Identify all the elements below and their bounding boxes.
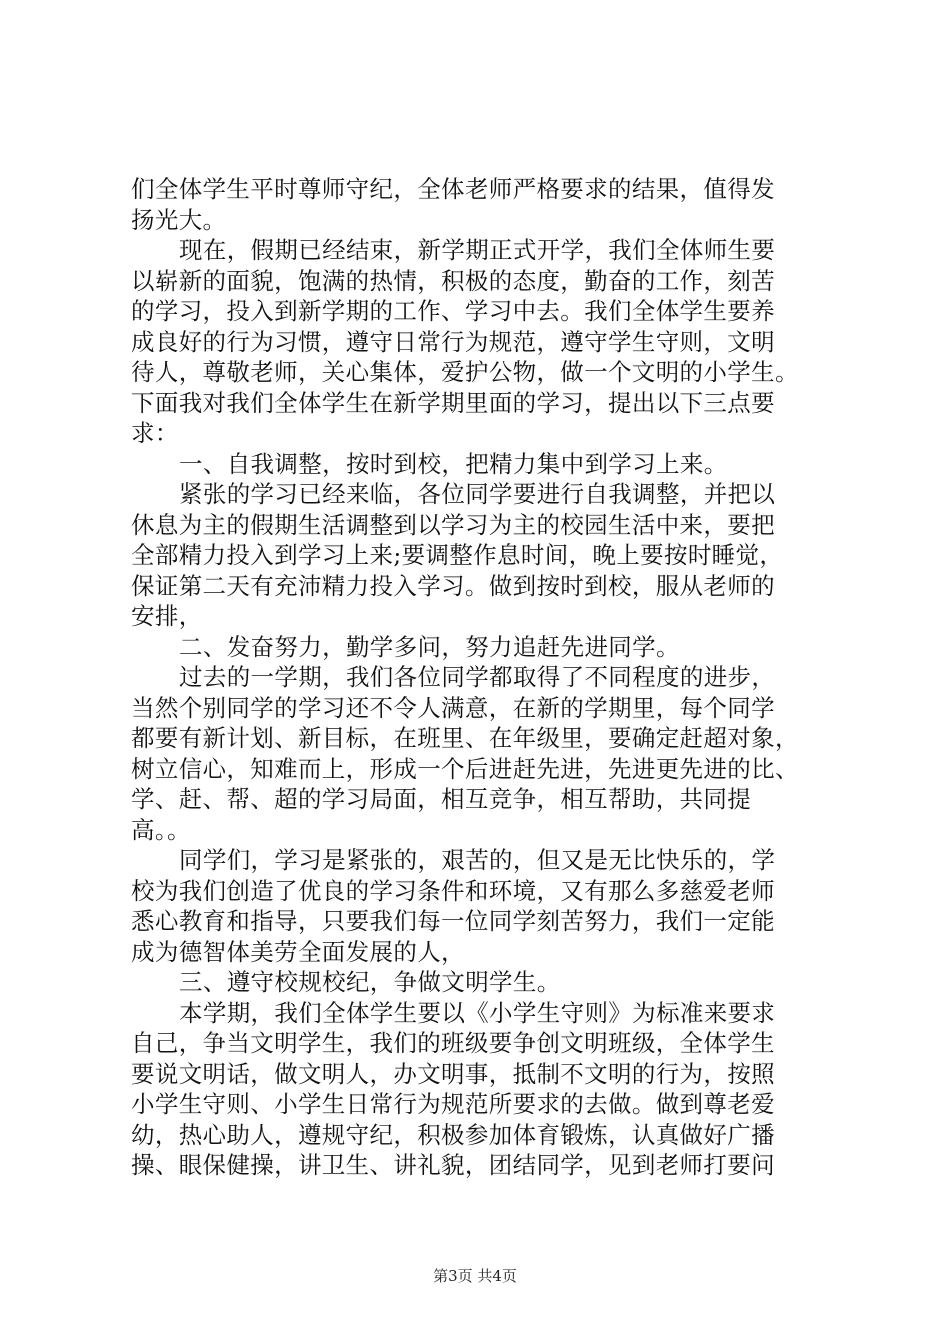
text-line: 现在，假期已经结束，新学期正式开学，我们全体师生要 (179, 236, 776, 264)
text-line: 的学习，投入到新学期的工作、学习中去。我们全体学生要养 (131, 297, 775, 325)
text-line: 本学期，我们全体学生要以《小学生守则》为标准来要求 (179, 998, 776, 1027)
text-line: 三、遵守校规校纪，争做文明学生。 (179, 968, 561, 996)
text-line: 保证第二天有充沛精力投入学习。做到按时到校，服从老师的 (131, 571, 775, 600)
text-line: 休息为主的假期生活调整到以学习为主的校园生活中来，要把 (131, 510, 775, 539)
text-line: 高。。 (131, 815, 191, 844)
text-line: 安排， (131, 602, 203, 630)
page-footer: 第3页 共4页 (433, 1267, 517, 1285)
text-line: 校为我们创造了优良的学习条件和环境，又有那么多慈爱老师 (131, 876, 775, 905)
text-line: 操、眼保健操，讲卫生、讲礼貌，团结同学，见到老师打要问 (131, 1151, 775, 1179)
text-line: 过去的一学期，我们各位同学都取得了不同程度的进步， (179, 663, 776, 691)
text-line: 自己，争当文明学生，我们的班级要争创文明班级，全体学生 (131, 1029, 775, 1057)
text-line: 待人，尊敬老师，关心集体，爱护公物，做一个文明的小学生。 (131, 358, 799, 386)
text-line: 同学们，学习是紧张的，艰苦的，但又是无比快乐的，学 (179, 846, 776, 874)
text-line: 小学生守则、小学生日常行为规范所要求的去做。做到尊老爱 (131, 1090, 775, 1118)
text-line: 们全体学生平时尊师守纪，全体老师严格要求的结果，值得发 (131, 175, 775, 203)
text-line: 成为德智体美劳全面发展的人， (131, 937, 465, 966)
text-line: 二、发奋努力，勤学多问，努力追赶先进同学。 (179, 632, 680, 661)
text-line: 都要有新计划、新目标，在班里、在年级里，要确定赶超对象， (131, 724, 799, 752)
text-line: 求： (131, 419, 179, 447)
text-line: 当然个别同学的学习还不令人满意，在新的学期里，每个同学 (131, 693, 775, 722)
text-line: 要说文明话，做文明人，办文明事，抵制不文明的行为，按照 (131, 1059, 775, 1088)
text-line: 全部精力投入到学习上来;要调整作息时间，晚上要按时睡觉， (131, 541, 784, 569)
text-line: 悉心教育和指导，只要我们每一位同学刻苦努力，我们一定能 (131, 907, 775, 935)
text-line: 扬光大。 (131, 205, 227, 234)
text-line: 树立信心，知难而上，形成一个后进赶先进，先进更先进的比、 (131, 754, 799, 783)
text-line: 以崭新的面貌，饱满的热情，积极的态度，勤奋的工作，刻苦 (131, 266, 775, 295)
text-line: 一、自我调整，按时到校，把精力集中到学习上来。 (179, 449, 728, 478)
text-line: 学、赶、帮、超的学习局面，相互竞争，相互帮助，共同提 (131, 785, 752, 813)
text-line: 成良好的行为习惯，遵守日常行为规范，遵守学生守则，文明 (131, 327, 775, 356)
text-line: 下面我对我们全体学生在新学期里面的学习，提出以下三点要 (131, 388, 775, 417)
text-line: 幼，热心助人，遵规守纪，积极参加体育锻炼，认真做好广播 (131, 1120, 775, 1149)
document-body (131, 174, 831, 1181)
text-line: 紧张的学习已经来临，各位同学要进行自我调整，并把以 (179, 480, 776, 508)
